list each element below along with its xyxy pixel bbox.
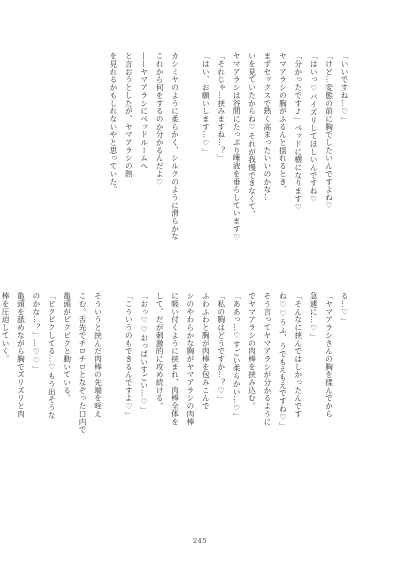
text-column: る…♡」	[340, 292, 349, 325]
text-column: これから何をするのか分かるんだよ♡	[155, 52, 165, 187]
text-column: 「こういうのもできるんですよ♡」	[124, 292, 134, 419]
upper-text-block	[52, 52, 352, 280]
text-column: ——ヤマアラシにベッドルームへ	[139, 52, 149, 170]
text-column: を見れるかもしれないやと思っていた。	[108, 52, 118, 194]
text-column: 「ああっ…♡すごい柔らかい…♡」	[232, 292, 242, 421]
text-column: ふわふわと胸が肉棒を包みこんで	[201, 292, 211, 410]
text-column: 「はいっ♡パイズリしてほしいんですね♡	[309, 52, 319, 204]
text-column: 「おっ♡♡おっぱいすごい…♡」	[139, 292, 149, 414]
text-column: そう言ってヤマアラシが分かるように	[262, 292, 272, 426]
text-column: して、だが刺激的に攻め続ける。	[155, 292, 165, 410]
text-column: ヤマアラシは谷間にたっぷり唾液を垂らしています♡	[232, 52, 242, 242]
text-column: 急遽に…♡」	[309, 292, 319, 341]
text-column: いを見ていたからね♡それが我慢できなくて、	[247, 52, 257, 219]
text-column: でヤマアラシの肉棒を挟み込む。	[247, 292, 257, 410]
text-column: 「それじゃ…挟みますね…？」	[216, 52, 226, 162]
text-column: 亀頭がビクビクと動いている。	[62, 292, 72, 402]
text-column: 「いいですね…♡」	[340, 52, 349, 125]
text-column: こむ。舌先でチロチロとなぞった口内で	[78, 292, 88, 434]
text-column: 棒を圧迫していく。	[1, 292, 11, 363]
lower-text-block	[1, 292, 352, 530]
text-column: カシミヤのように柔らかく、シルクのように滑らかな	[170, 52, 180, 241]
text-column: 「私の胸はどうですか…？♡」	[216, 292, 226, 404]
text-column: 「そんなに挟んではしかったんです	[293, 292, 303, 418]
text-column: ヤマアラシの胸がふるんと揺れるとき、	[278, 52, 288, 194]
text-column: と言おうとしたが、ヤマアラシの熱	[124, 52, 134, 178]
text-column: に吸い付くように挟まれ、肉棒全体を	[170, 292, 180, 426]
text-column: 「分かったです♪」ベッドに横になります♡	[293, 52, 303, 212]
text-column: 亀頭を舐めながら胸でズリズリと肉	[16, 292, 26, 418]
text-column: 「ヤマアラシさんの胸を揉んでから	[324, 292, 334, 418]
text-column: そういうと挟んだ肉棒の先端を咥え	[93, 292, 103, 418]
text-column: まずセックスで熱く高まったいいのかな…	[262, 52, 272, 202]
text-column	[106, 292, 121, 530]
text-column: シのやわらかな胸がヤマアラシの肉棒	[185, 292, 195, 426]
text-column: のかな…？」…♡♡」	[31, 292, 41, 374]
text-column: ね♡♡うふ、うでもえもえですね♡」	[278, 292, 288, 430]
text-column: 「けど…変態の前に胸でしたいんですよね♡	[324, 52, 334, 211]
text-column: 「ビクビクしてる…♡もう出そうな	[47, 292, 57, 419]
page-number: 245	[193, 537, 207, 545]
text-column: 「はい、お願いします…♡」	[201, 52, 211, 156]
text-column	[183, 52, 198, 280]
